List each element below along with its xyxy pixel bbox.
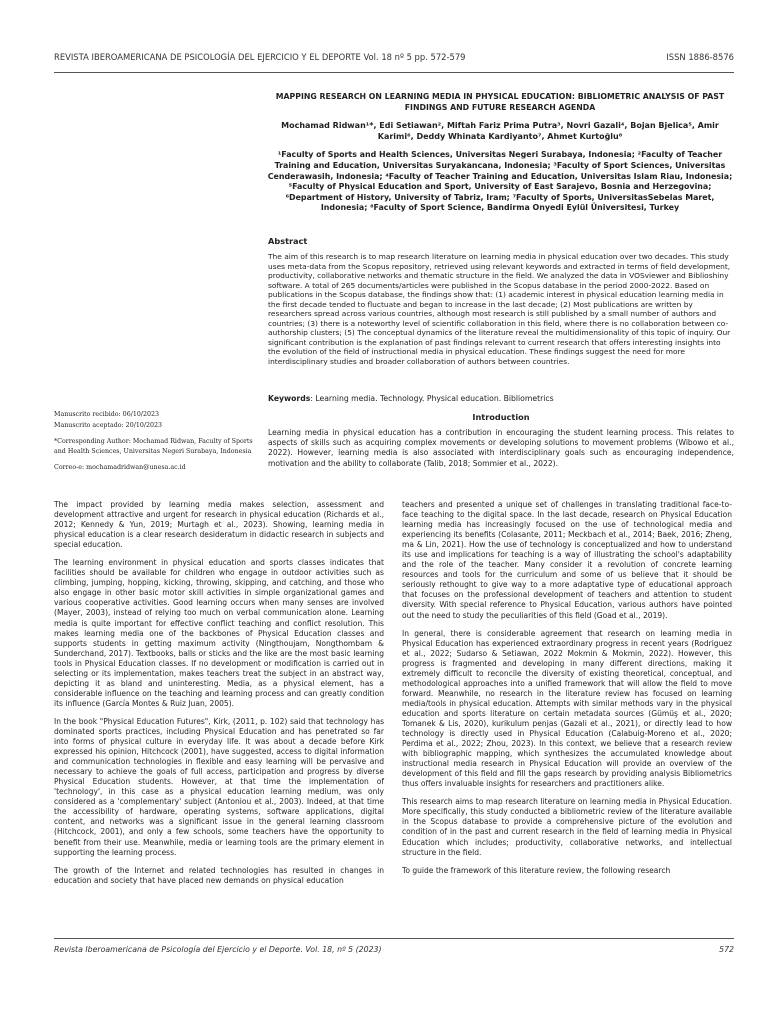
accepted-date: Manuscrito aceptado: 20/10/2023 [54,421,162,429]
abstract-heading: Abstract [268,236,308,246]
keywords-list: : Learning media. Technology. Physical education. Bibliometrics [310,394,554,403]
introduction-text: Learning media in physical education has a contribution in encouraging the student learning process. This relates to aspects of skills such as acquiring complex movements or developing solutions to movement problems (Wibowo et al., 2022). However, learning media is also associated with interdisciplinary goals such as encouraging independence, motivation and the ability to collaborate (Talib, 2018; Sommier et al., 2022). [268,428,734,468]
body-paragraph: The learning environment in physical education and sports classes indicates that facilities should be available for children who engage in outdoor activities such as climbing, jumping, hopping, kicking, throwing, skipping, and catching, and those who also engage in other basic motor skill activities in simple organizational games and various cooperative activities. Good learning occurs when many senses are involved (Mayer, 2003), instead of relying too much on verbal communication alone. Learning media is quite important for effective conflict teaching and conflict resolution. This makes learning media one of the backbones of Physical Education classes and supports students in getting maximum activity (Ningthoujam, Nongthombam & Sunderchand, 2017). Textbooks, balls or sticks and the like are the most basic learning tools in Physical Education classes. If no development or modification is carried out in selecting or its implementation, makes teachers treat the subject in an abstract way, depicting it as bland and uninteresting. Media, as a physical element, has a considerable influence on the teaching and learning process and can greatly condition its influence (García Montes & Ruiz Juan, 2005). [54,558,384,708]
body-paragraph: teachers and presented a unique set of challenges in translating traditional face-to-face teaching to the digital space. In the last decade, research on Physical Education learning media has increasingly focused on the use of technological media and experiencing its benefits (Colasante, 2011; Meckbach et al., 2014; Baek, 2016; Zheng, ma & Lin, 2021). How the use of technology is conceptualized and how to understand its use and implications for teaching is a way of illustrating the school's adaptability and the role of the teacher. Many consider it a revolution of concrete learning resources and tools for the curriculum and some of us believe that it should be seriously rethought to give way to a more adaptative type of educational approach that focuses on the professional development of teachers and attention to student diversity. With special reference to Physical Education, various authors have pointed out the need to study the peculiarities of this field (Goad et al., 2019). [402,500,732,620]
header-journal-title: REVISTA IBEROAMERICANA DE PSICOLOGÍA DEL EJERCICIO Y EL DEPORTE Vol. 18 nº 5 pp. 572-579 [54,52,466,62]
author-email: Correo-e: mochamadridwan@unesa.ac.id [54,464,186,472]
body-paragraph: In general, there is considerable agreement that research on learning media in Physical Education has experienced extraordinary progress in recent years (Rodriguez et al., 2022; Sudarso & Setiawan, 2022 Mokmin & Mokmin, 2022). However, this progress is fragmented and developing in many different directions, making it extremely difficult to reconcile the diversity of existing theoretical, conceptual, and methodological approaches into a unified framework that will allow the field to move forward. Meanwhile, no research in the literature review has focused on learning media/tools in physical education. Attempts with similar methods vary in the physical education and sports literature on certain metadata sources (Gümüş et al., 2020; Tomanek & Lis, 2020), kurikulum penjas (Gazali et al., 2021), or directly lead to how technology is directly used in Physical Education (Calabuig-Moreno et al., 2020; Perdima et al., 2022; Zhou, 2023). In this context, we believe that a research review with bibliographic mapping, which synthesizes the accumulated knowledge about instructional media research in Physical Education will provide an overview of the development of this field and fill the gaps research by providing analysis Bibliometrics thus offers invaluable insights for researchers and practitioners alike. [402,628,732,789]
keywords [268,394,734,403]
header-rule [54,72,734,73]
article-title: MAPPING RESEARCH ON LEARNING MEDIA IN PHYSICAL EDUCATION: BIBLIOMETRIC ANALYSIS OF PAST FINDINGS AND FUTURE RESEARCH AGENDA [275,92,725,112]
body-column-right [402,500,732,884]
article-affiliations: ¹Faculty of Sports and Health Sciences, Universitas Negeri Surabaya, Indonesia; ²Faculty of Teacher Training and Education, Universitas Suryakancana, Indonesia; ³Faculty of Sport Sciences, Universitas Cenderawasih, Indonesia; ⁴Faculty of Teacher Training and Education, Universitas Islam Riau, Indonesia; ⁵Faculty of Physical Education and Sport, University of East Sarajevo, Bosnia and Herzegovina; ⁶Department of History, University of Tabriz, Iram; ⁷Faculty of Sports, UniversitasSebelas Maret, Indonesia; ⁸Faculty of Sport Science, Bandirma Onyedi Eylül Üniversitesi, Turkey [267,150,733,213]
body-column-left [54,500,384,894]
footer-journal-title: Revista Iberoamericana de Psicología del Ejercicio y el Deporte. Vol. 18, nº 5 (2023) [54,945,382,954]
footer-rule [54,938,734,939]
corresponding-author: *Corresponding Author: Mochamad Ridwan, Faculty of Sports and Health Sciences, Universitas Negeri Surabaya, Indonesia [54,437,253,456]
body-paragraph: The growth of the Internet and related technologies has resulted in changes in education and society that have placed new demands on physical education [54,865,384,885]
title-block [266,92,734,214]
keywords-label: Keywords [268,394,311,403]
body-paragraph: To guide the framework of this literature review, the following research [402,865,671,875]
introduction-heading: Introduction [472,412,530,422]
abstract-text: The aim of this research is to map research literature on learning media in physical education over two decades. This study uses meta-data from the Scopus repository, retrieved using relevant keywords and extracted in terms of field development, productivity, collaborative networks and thematic structure in the field. We analyzed the data in VOSviewer and Biblioshiny software. A total of 265 documents/articles were published in the Scopus database in the period 2000-2022. Based on publications in the Scopus database, the findings show that: (1) academic interest in physical education learning media in the first decade tended to fluctuate and began to increase in the last decade; (2) Most publications are written by researchers spread across various countries, although most research is still published by a small number of authors and countries; (3) there is a noteworthy level of scientific collaboration in this field, where there is no collaboration between co-authorship clusters; (5) The conceptual dynamics of the literature reveal the multidimensionality of this topic of inquiry. Our significant contribution is the explanation of past findings relevant to current research that offers interesting insights into the evolution of the field of instructional media in physical education. These findings suggest the need for more interdisciplinary studies and broader collaboration of authors between countries. [268,252,731,367]
body-paragraph: In the book "Physical Education Futures", Kirk, (2011, p. 102) said that technology has dominated sports practices, including Physical Education and has penetrated so far into forms of physical culture in everyday life. It was about a decade before Kirk expressed his opinion, Hitchcock (2001), have suggested, access to digital information and communication technologies in flexible and easy learning will be pervasive and necessary to achieve the goals of full access, participation and progress by diverse Physical Education students. However, at that time the implementation of 'technology', in this case as a physical education learning medium, was only considered as a 'complementary' subject (Antoniou et al., 2003). Indeed, at that time the accessibility of hardware, operating systems, software applications, digital content, and networks was a significant issue in the general learning classroom (Hitchcock, 2001), and only a few schools, some teachers have the opportunity to benefit from their use. Meanwhile, media or learning tools are the primary element in supporting the learning process. [54,716,384,857]
article-authors: Mochamad Ridwan¹*, Edi Setiawan², Miftah Fariz Prima Putra³, Novri Gazali⁴, Bojan Bjelica⁵, Amir Karimi⁶, Deddy Whinata Kardiyanto⁷, Ahmet Kurtoğlu⁸ [281,121,719,141]
body-paragraph: This research aims to map research literature on learning media in Physical Education. More specifically, this study conducted a bibliometric review of the literature available in the Scopus database to provide a comprehensive picture of the evolution and condition of in the past and current research in the field of learning media in Physical Education which includes; productivity, collaborative networks, and intellectual structure in the field. [402,797,732,857]
header-issn: ISSN 1886-8576 [666,52,734,62]
page-number: 572 [719,945,734,954]
body-paragraph: The impact provided by learning media makes selection, assessment and development attractive and urgent for research in physical education (Richards et al., 2012; Kennedy & Yun, 2019; Murtagh et al., 2023). Showing, learning media in physical education is a clear research desideratum in didactic research in subjects and special education. [54,500,384,550]
received-date: Manuscrito recibido: 06/10/2023 [54,411,159,418]
manuscript-sidebar [54,410,260,474]
